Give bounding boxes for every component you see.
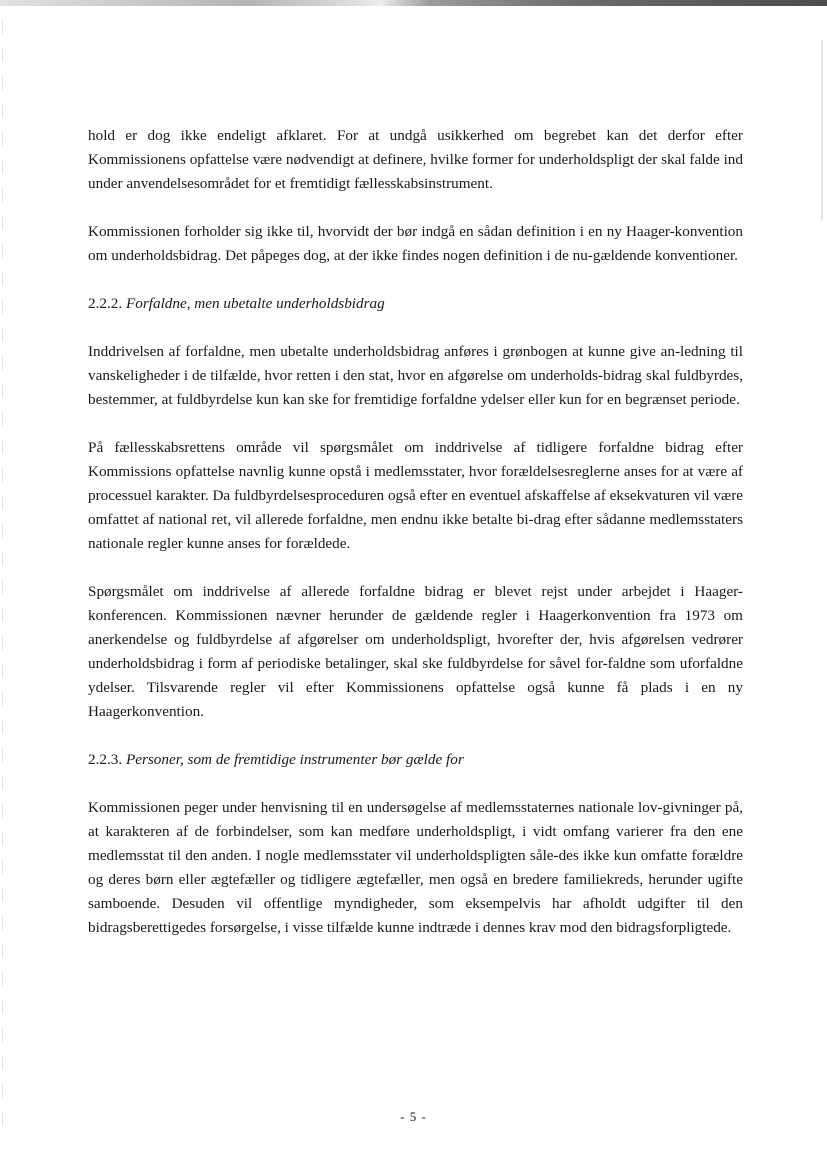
section-heading-2-2-3 bbox=[88, 748, 743, 772]
paragraph: På fællesskabsrettens område vil spørgsmålet om inddrivelse af tidligere forfaldne bidrag efter Kommissions opfattelse navnlig kunne opstå i medlemsstater, hvor forældelsesreglerne anses for at være af processuel karakter. Da fuldbyrdelsesproceduren også efter en eventuel afskaffelse af eksekvaturen vil være omfattet af national ret, vil allerede forfaldne, men endnu ikke betalte bi-drag efter sådanne medlemsstaters nationale regler kunne anses for forældede. bbox=[88, 439, 743, 552]
section-title: Forfaldne, men ubetalte underholdsbidrag bbox=[125, 295, 385, 312]
scan-edge-right bbox=[821, 40, 823, 220]
paragraph: hold er dog ikke endeligt afklaret. For at undgå usikkerhed om begrebet kan det derfor efter Kommissionens opfattelse være nødvendigt at definere, hvilke former for underholdspligt der skal falde ind under anvendelsesområdet for et fremtidigt fællesskabsinstrument. bbox=[88, 127, 743, 192]
paragraph: Inddrivelsen af forfaldne, men ubetalte underholdsbidrag anføres i grønbogen at kunne give an-ledning til vanskeligheder i de tilfælde, hvor retten i den stat, hvor en afgørelse om underholds-bidrag skal fuldbyrdes, bestemmer, at fuldbyrdelse kun kan ske for fremtidige forfaldne ydelser eller kun for en begrænset periode. bbox=[88, 343, 743, 408]
section-heading-2-2-2 bbox=[88, 292, 743, 316]
paragraph: Kommissionen forholder sig ikke til, hvorvidt der bør indgå en sådan definition i en ny Haager-konvention om underholdsbidrag. Det påpeges dog, at der ikke findes nogen definition i de nu-gældende konventioner. bbox=[88, 223, 743, 264]
paragraph: Spørgsmålet om inddrivelse af allerede forfaldne bidrag er blevet rejst under arbejdet i Haager-konferencen. Kommissionen nævner herunder de gældende regler i Haagerkonvention fra 1973 om anerkendelse og fuldbyrdelse af afgørelser om underholdspligt, hvorefter der, hvis afgørelsen vedrører underholdsbidrag i form af periodiske betalinger, skal ske fuldbyrdelse for såvel for-faldne som uforfaldne ydelser. Tilsvarende regler vil efter Kommissionens opfattelse også kunne få plads i en ny Haagerkonvention. bbox=[88, 583, 743, 720]
document-body bbox=[88, 124, 743, 940]
scan-edge-top bbox=[0, 0, 827, 6]
page-number: - 5 - bbox=[400, 1109, 427, 1124]
scan-edge-left bbox=[2, 20, 3, 1140]
paragraph: Kommissionen peger under henvisning til en undersøgelse af medlemsstaternes nationale lov-givninger på, at karakteren af de forbindelser, som kan medføre underholdspligt, i vidt omfang varierer fra den ene medlemsstat til den anden. I nogle medlemsstater vil underholdspligten såle-des ikke kun omfatte forældre og deres børn eller ægtefæller og tidligere ægtefæller, men også en bredere familiekreds, herunder ugifte samboende. Desuden vil offentlige myndigheder, som eksempelvis har afholdt udgifter til den bidragsberettigedes forsørgelse, i visse tilfælde kunne indtræde i dennes krav mod den bidragsforpligtede. bbox=[88, 799, 743, 936]
section-number: 2.2.3. bbox=[88, 751, 123, 768]
section-number: 2.2.2. bbox=[88, 295, 123, 312]
section-title: Personer, som de fremtidige instrumenter bør gælde for bbox=[125, 751, 464, 768]
